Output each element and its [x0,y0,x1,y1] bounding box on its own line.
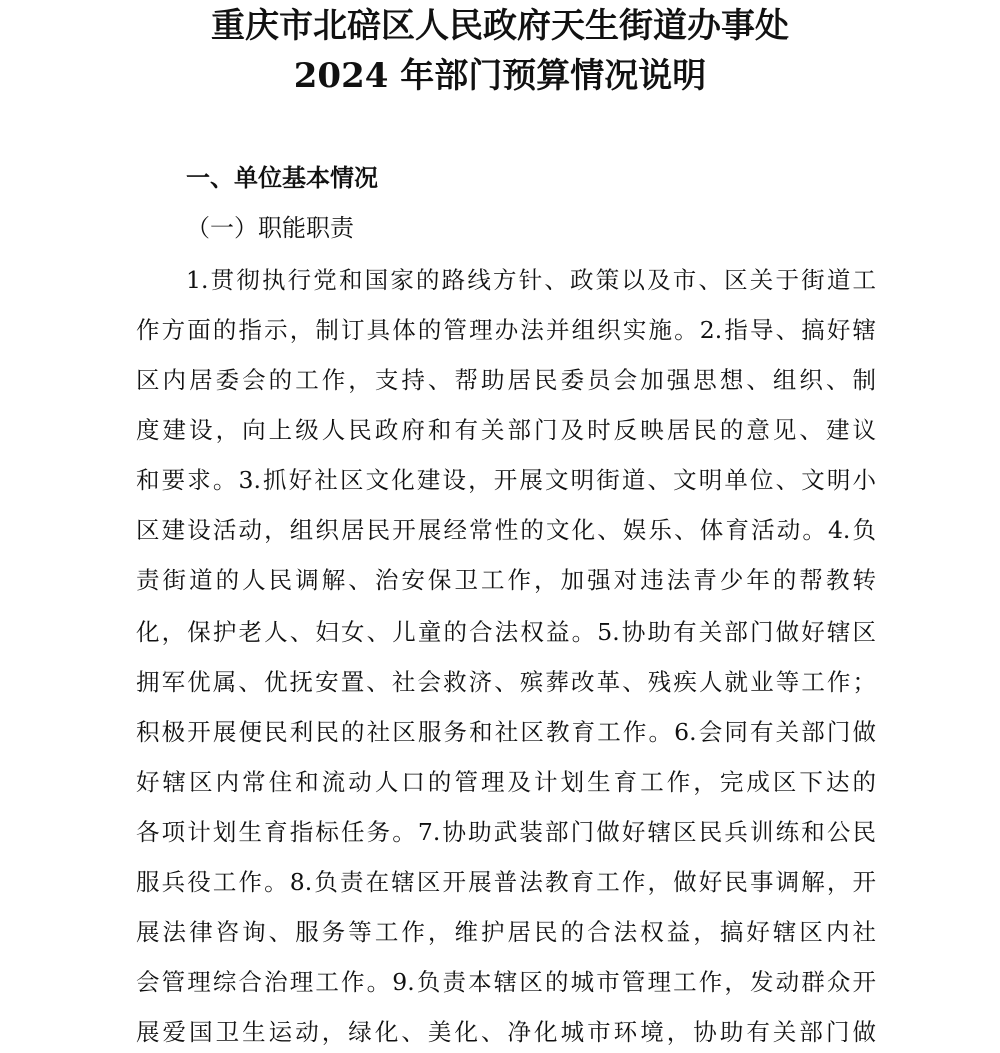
body-line: 区建设活动，组织居民开展经常性的文化、娱乐、体育活动。4.负 [136,516,876,544]
body-line: 服兵役工作。8.负责在辖区开展普法教育工作，做好民事调解，开 [136,868,876,896]
body-line: 化，保护老人、妇女、儿童的合法权益。5.协助有关部门做好辖区 [136,618,876,646]
body-line: 拥军优属、优抚安置、社会救济、殡葬改革、残疾人就业等工作； [136,668,876,696]
body-line: 区内居委会的工作，支持、帮助居民委员会加强思想、组织、制 [136,366,876,394]
body-line: 和要求。3.抓好社区文化建设，开展文明街道、文明单位、文明小 [136,466,876,494]
body-line: 责街道的人民调解、治安保卫工作，加强对违法青少年的帮教转 [136,566,876,594]
body-line: 度建设，向上级人民政府和有关部门及时反映居民的意见、建议 [136,416,876,444]
document-title-line-1: 重庆市北碚区人民政府天生街道办事处 [211,6,789,46]
section-subheading: （一）职能职责 [186,214,354,242]
body-line: 各项计划生育指标任务。7.协助武装部门做好辖区民兵训练和公民 [136,818,876,846]
body-line: 好辖区内常住和流动人口的管理及计划生育工作，完成区下达的 [136,768,876,796]
body-line: 1.贯彻执行党和国家的路线方针、政策以及市、区关于街道工 [186,266,876,294]
body-line: 展爱国卫生运动，绿化、美化、净化城市环境，协助有关部门做 [136,1018,876,1046]
body-line: 作方面的指示，制订具体的管理办法并组织实施。2.指导、搞好辖 [136,316,876,344]
body-line: 展法律咨询、服务等工作，维护居民的合法权益，搞好辖区内社 [136,918,876,946]
body-line: 积极开展便民利民的社区服务和社区教育工作。6.会同有关部门做 [136,718,876,746]
section-heading: 一、单位基本情况 [186,163,378,192]
document-title-line-2: 2024 年部门预算情况说明 [293,56,707,96]
body-line: 会管理综合治理工作。9.负责本辖区的城市管理工作，发动群众开 [136,968,876,996]
